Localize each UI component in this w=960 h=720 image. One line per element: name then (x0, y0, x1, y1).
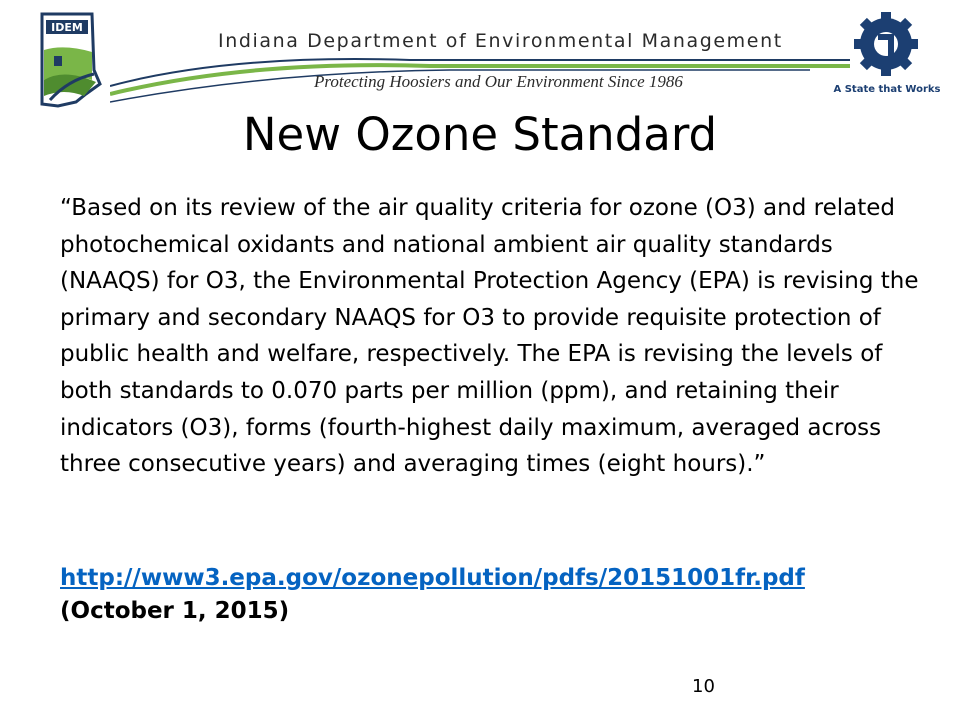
epa-quote: “Based on its review of the air quality criteria for ozone (O3) and related photochemical oxidants and national ambient air quality standards (NAAQS) for O3, the Environmental Protection Agency (EPA) is revising the primary and secondary NAAQS for O3 to provide requisite protection of public health and welfare, respectively. The EPA is revising the levels of both standards to 0.070 parts per million (ppm), and retaining their indicators (O3), forms (fourth-highest daily maximum, averaged across three consecutive years) and averaging times (eight hours).” (60, 195, 919, 478)
page-number: 10 (692, 676, 715, 697)
source-citation (60, 562, 920, 628)
state-that-works-logo (828, 10, 946, 100)
gear-icon (854, 12, 918, 76)
source-link[interactable]: http://www3.epa.gov/ozonepollution/pdfs/20151001fr.pdf (60, 565, 805, 591)
idem-logo (14, 10, 120, 110)
department-name: Indiana Department of Environmental Management (218, 30, 783, 52)
source-date: (October 1, 2015) (60, 598, 290, 624)
slide-title: New Ozone Standard (242, 108, 718, 161)
state-logo-text: A State that Works (833, 84, 941, 95)
slide-header (0, 0, 960, 112)
tagline: Protecting Hoosiers and Our Environment Since 1986 (314, 72, 683, 91)
idem-logo-text: IDEM (51, 21, 83, 34)
